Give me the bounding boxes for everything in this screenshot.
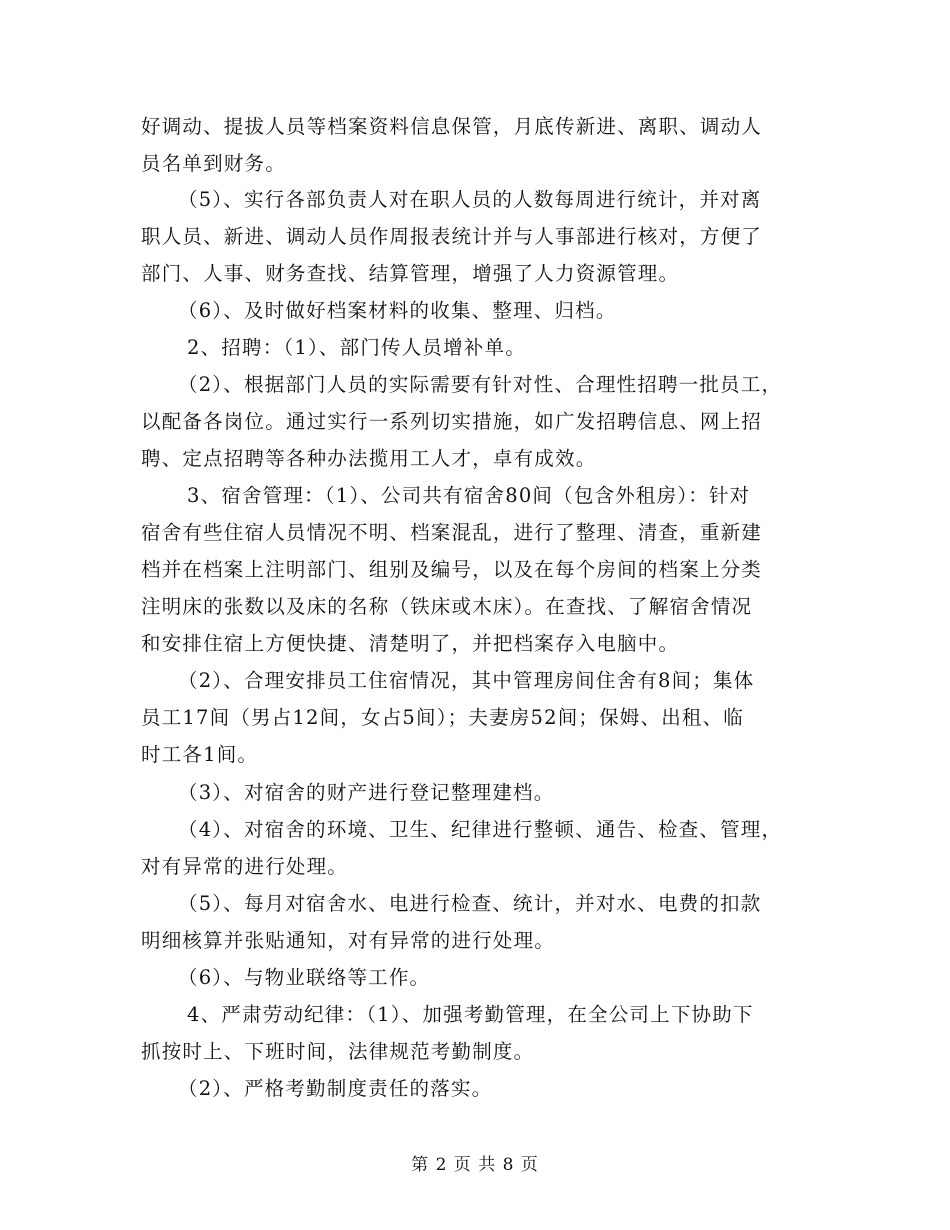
text-line: 职人员、新进、调动人员作周报表统计并与人事部进行核对，方便了 <box>141 225 763 248</box>
text-line: 以配备各岗位。通过实行一系列切实措施，如广发招聘信息、网上招 <box>141 410 763 433</box>
text-line: （2）、严格考勤制度责任的落实。 <box>178 1077 493 1100</box>
text-line: （6）、及时做好档案材料的收集、整理、归档。 <box>178 299 617 322</box>
text-line: 对有异常的进行处理。 <box>141 855 349 878</box>
text-line: 抓按时上、下班时间，法律规范考勤制度。 <box>141 1040 535 1063</box>
text-line: （6）、与物业联络等工作。 <box>178 966 431 989</box>
text-line: （5）、实行各部负责人对在职人员的人数每周进行统计，并对离 <box>178 188 762 211</box>
text-line: 注明床的张数以及床的名称（铁床或木床）。在查找、了解宿舍情况 <box>141 595 753 618</box>
text-line: （4）、对宿舍的环境、卫生、纪律进行整顿、通告、检查、管理， <box>178 818 783 841</box>
text-line: 员名单到财务。 <box>141 152 286 175</box>
text-line: （5）、每月对宿舍水、电进行检查、统计，并对水、电费的扣款 <box>178 892 762 915</box>
text-line: 好调动、提拔人员等档案资料信息保管，月底传新进、离职、调动人 <box>141 115 763 138</box>
text-line: 明细核算并张贴通知，对有异常的进行处理。 <box>141 929 556 952</box>
text-line: 4、严肃劳动纪律：（1）、加强考勤管理，在全公司上下协助下 <box>187 1003 754 1026</box>
text-line: 部门、人事、财务查找、结算管理，增强了人力资源管理。 <box>141 262 680 285</box>
text-line: 聘、定点招聘等各种办法揽用工人才，卓有成效。 <box>141 447 597 470</box>
text-line: （3）、对宿舍的财产进行登记整理建档。 <box>178 781 555 804</box>
page-number-footer: 第 2 页 共 8 页 <box>411 1155 539 1175</box>
text-line: 员工17间（男占12间，女占5间）；夫妻房52间；保姆、出租、临 <box>141 706 744 729</box>
text-line: （2）、合理安排员工住宿情况，其中管理房间住舍有8间；集体 <box>178 669 755 692</box>
text-line: 2、招聘：（1）、部门传人员增补单。 <box>187 336 526 359</box>
text-line: 3、宿舍管理：（1）、公司共有宿舍80间（包含外租房）：针对 <box>187 484 751 507</box>
text-line: 时工各1间。 <box>141 743 259 766</box>
text-line: 宿舍有些住宿人员情况不明、档案混乱，进行了整理、清查，重新建 <box>141 521 763 544</box>
text-line: 和安排住宿上方便快捷、清楚明了，并把档案存入电脑中。 <box>141 632 680 655</box>
text-line: （2）、根据部门人员的实际需要有针对性、合理性招聘一批员工， <box>178 373 783 396</box>
text-line: 档并在档案上注明部门、组别及编号，以及在每个房间的档案上分类 <box>141 558 763 581</box>
